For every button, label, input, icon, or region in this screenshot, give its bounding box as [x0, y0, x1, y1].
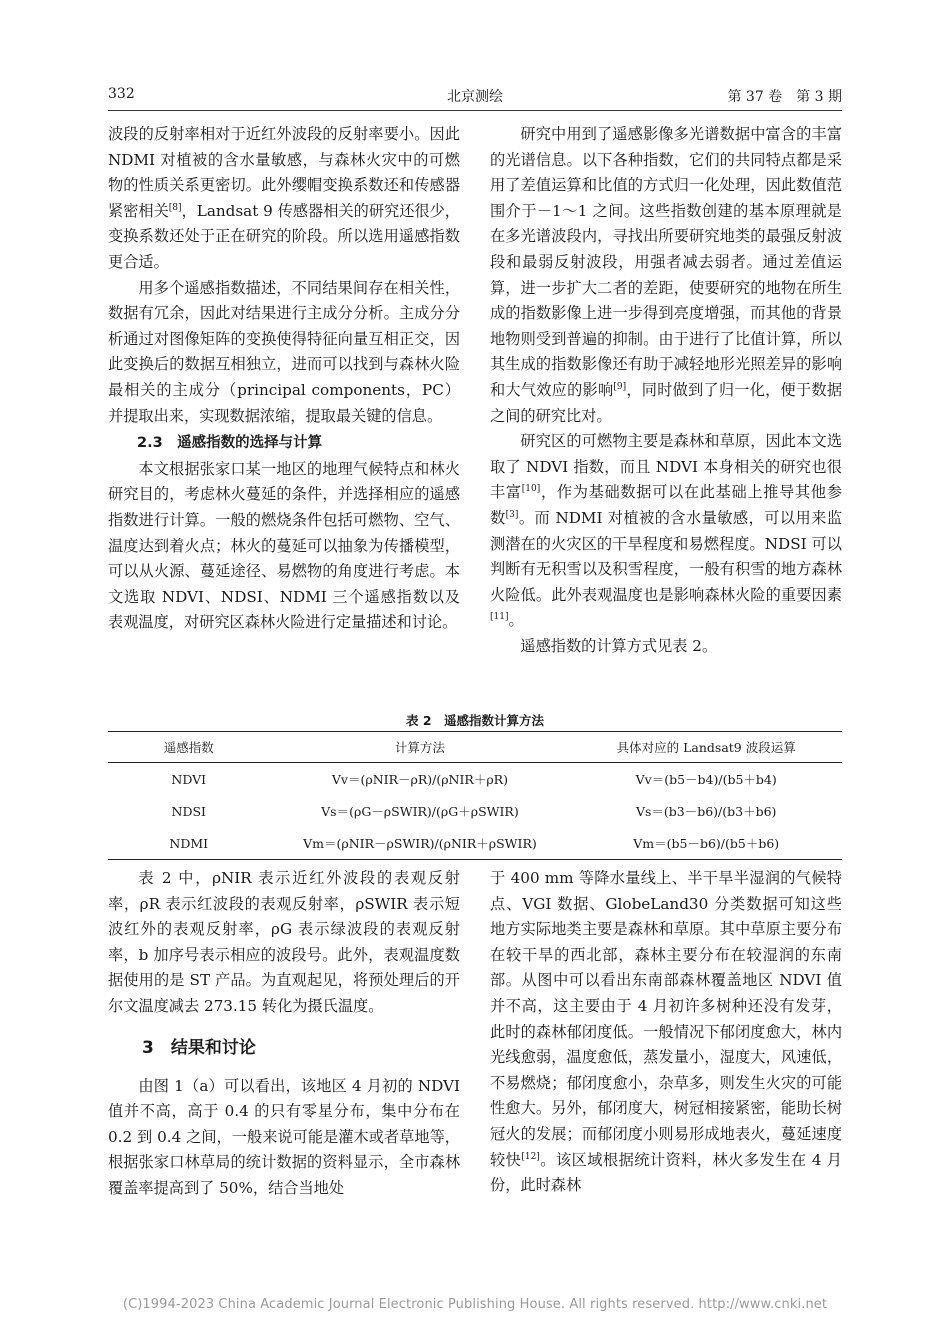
- table-cell: Vv＝(ρNIR－ρR)/(ρNIR＋ρR): [331, 772, 508, 787]
- paragraph: 于 400 mm 等降水量线上、半干旱半湿润的气候特点、VGI 数据、GlobeLand30 分类数据可知这些地方实际地类主要是森林和草原。其中草原主要分布在较干旱的西北部，森林主要分布在较湿润的东南部。从图中可以看出东南部森林覆盖地区 NDVI 值并不高，这主要由于 4 月初许多树种还没有发芽，此时的森林郁闭度低。一般情况下郁闭度愈大，林内光线愈弱，温度愈低，蒸发量小，湿度大，风速低，不易燃烧；郁闭度愈小，杂草多，则发生火灾的可能性愈大。另外，郁闭度大，树冠相接紧密，能助长树冠火的发展；而郁闭度小则易形成地表火，蔓延速度较快[12]。该区域根据统计资料，林火多发生在 4 月份，此时森林: [490, 869, 842, 1195]
- table-row: [108, 795, 842, 827]
- paragraph: 用多个遥感指数描述，不同结果间存在相关性，数据有冗余，因此对结果进行主成分分析。主成分分析通过对图像矩阵的变换使得特征向量互相正交，因此变换后的数据互相独立，进而可以找到与森林火险最相关的主成分（principal components，PC）并提取出来，实现数据浓缩，提取最关键的信息。: [108, 278, 460, 425]
- table-header-row: [108, 732, 842, 763]
- right-column: [490, 122, 842, 659]
- table-cell: Vv＝(b5－b4)/(b5＋b4): [635, 772, 777, 787]
- paragraph: 本文根据张家口某一地区的地理气候特点和林火研究目的，考虑林火蔓延的条件，并选择相应的遥感指数进行计算。一般的燃烧条件包括可燃物、空气、温度达到着火点；林火的蔓延可以抽象为传播模型，可以从火源、蔓延途径、易燃物的角度进行考虑。本文选取 NDVI、NDSI、NDMI 三个遥感指数以及表观温度，对研究区森林火险进行定量描述和讨论。: [108, 459, 460, 632]
- table-row: [108, 763, 842, 796]
- table-cell: NDVI: [171, 771, 207, 787]
- table-caption: 表 2 遥感指数计算方法: [405, 713, 545, 728]
- paragraph: 表 2 中，ρNIR 表示近红外波段的表观反射率，ρR 表示红波段的表观反射率，ρSWIR 表示短波红外的表观反射率，ρG 表示绿波段的表观反射率，b 加序号表示相应的波段号。此外，表观温度数据使用的是 ST 产品。为直观起见，将预处理后的开尔文温度减去 273.15 转化为摄氏温度。: [108, 869, 460, 1015]
- citation[interactable]: [11]: [490, 612, 509, 623]
- left-column: [108, 122, 460, 636]
- table-header: 遥感指数: [108, 732, 269, 763]
- table-cell: Vs＝(b3－b6)/(b3＋b6): [635, 804, 777, 819]
- table-cell: NDSI: [171, 803, 206, 819]
- page-number: 332: [108, 86, 135, 102]
- citation[interactable]: [12]: [521, 1151, 540, 1162]
- citation[interactable]: [8]: [168, 202, 182, 213]
- citation[interactable]: [9]: [613, 381, 627, 392]
- section-heading-2-3: 2.3 遥感指数的选择与计算: [137, 435, 323, 452]
- journal-name: 北京测绘: [447, 89, 503, 105]
- paragraph: 研究区的可燃物主要是森林和草原，因此本文选取了 NDVI 指数，而且 NDVI 本身相关的研究也很丰富[10]，作为基础数据可以在此基础上推导其他参数[3]。而 NDMI 对植被的含水量敏感，可以用来监测潜在的火灾区的干旱程度和易燃程度。NDSI 可以判断有无积雪以及积雪程度，一般有积雪的地方森林火险低。此外表观温度也是影响森林火险的重要因素[11]。: [490, 432, 843, 630]
- running-header: [108, 86, 842, 108]
- table-cell: Vm＝(b5－b6)/(b5＋b6): [570, 827, 842, 860]
- table-header: 计算方法: [269, 732, 570, 763]
- volume-issue: 第 37 卷 第 3 期: [727, 89, 842, 105]
- table-cell: Vm＝(ρNIR－ρSWIR)/(ρNIR＋ρSWIR): [269, 827, 570, 860]
- table-cell: NDMI: [108, 827, 269, 860]
- table-row: [108, 827, 842, 860]
- lower-right-column: [490, 866, 842, 1199]
- index-table: [108, 731, 842, 860]
- citation[interactable]: [3]: [505, 509, 519, 520]
- table-header: 具体对应的 Landsat9 波段运算: [570, 732, 842, 763]
- paragraph: 波段的反射率相对于近红外波段的反射率要小。因此 NDMI 对植被的含水量敏感，与森林火灾中的可燃物的性质关系更密切。此外缨帽变换系数还和传感器紧密相关[8]，Landsat 9 传感器相关的研究还很少，变换系数还处于正在研究的阶段。所以选用遥感指数更合适。: [108, 125, 460, 271]
- paragraph: 遥感指数的计算方式见表 2。: [520, 636, 718, 655]
- citation[interactable]: [10]: [521, 484, 541, 495]
- table-cell: Vs＝(ρG－ρSWIR)/(ρG＋ρSWIR): [321, 804, 519, 819]
- section-heading-3: 3 结果和讨论: [142, 1037, 256, 1058]
- lower-left-column: [108, 866, 460, 1202]
- paragraph: 研究中用到了遥感影像多光谱数据中富含的丰富的光谱信息。以下各种指数，它们的共同特点都是采用了差值运算和比值的方式归一化处理，因此数值范围介于－1～1 之间。这些指数创建的基本原理就是在多光谱波段内，寻找出所要研究地类的最强反射波段和最弱反射波段，用强者减去弱者。通过差值运算，进一步扩大二者的差距，使要研究的地物在所生成的指数影像上进一步得到亮度增强，而其他的背景地物则受到普遍的抑制。由于进行了比值计算，所以其生成的指数影像还有助于减轻地形光照差异的影响和大气效应的影响[9]，同时做到了归一化，便于数据之间的研究比对。: [490, 125, 843, 425]
- paragraph: 由图 1（a）可以看出，该地区 4 月初的 NDVI 值并不高，高于 0.4 的只有零星分布，集中分布在 0.2 到 0.4 之间，一般来说可能是灌木或者草地等，根据张家口林草局的统计数据的资料显示，全市森林覆盖率提高到了 50%，结合当地处: [108, 1076, 460, 1197]
- header-rule: [108, 110, 842, 111]
- copyright-footer: (C)1994-2023 China Academic Journal Electronic Publishing House. All rights reserved. http://www.cnki.net: [122, 1297, 828, 1312]
